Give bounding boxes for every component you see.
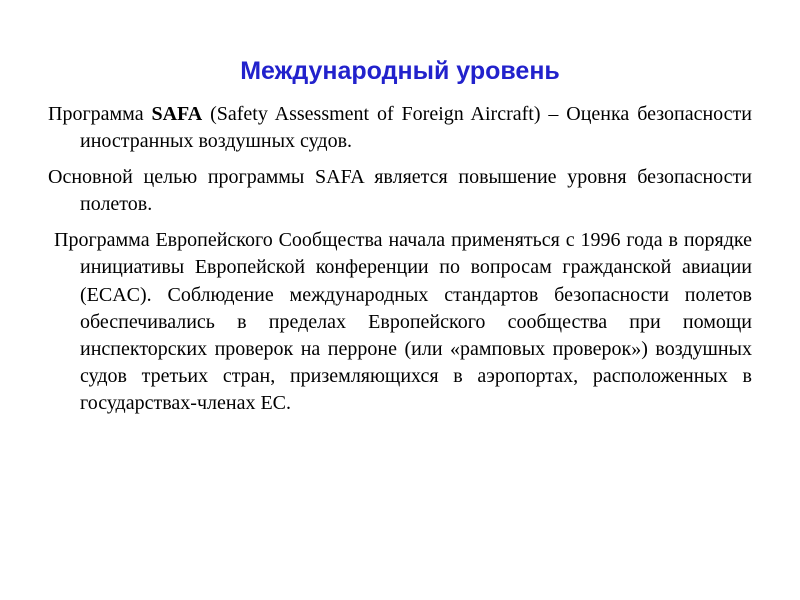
- slide-body: [48, 101, 752, 418]
- paragraph-ec-program: Программа Европейского Сообщества начала применяться с 1996 года в порядке инициативы Европейской конференции по вопросам гражданской авиации (ECAC). Соблюдение международных стандартов безопасности полетов обеспечивались в пределах Европейского сообщества при помощи инспекторских проверок на перроне (или «рамповых проверок») воздушных судов третьих стран, приземляющихся в аэропортах, расположенных в государствах-членах ЕС.: [54, 229, 752, 415]
- paragraph-safa-goal: Основной целью программы SAFA является повышение уровня безопасности полетов.: [48, 165, 752, 216]
- paragraph-1-run-3: (Safety Assessment of Foreign Aircraft) – Оценка безопасности иностранных воздушных судов.: [80, 102, 752, 152]
- paragraph-1-run-1: Программа: [48, 102, 152, 125]
- paragraph-safa-definition: [48, 101, 752, 155]
- slide-title: Международный уровень: [240, 57, 560, 85]
- paragraph-1-safa-bold: SAFA: [151, 102, 203, 125]
